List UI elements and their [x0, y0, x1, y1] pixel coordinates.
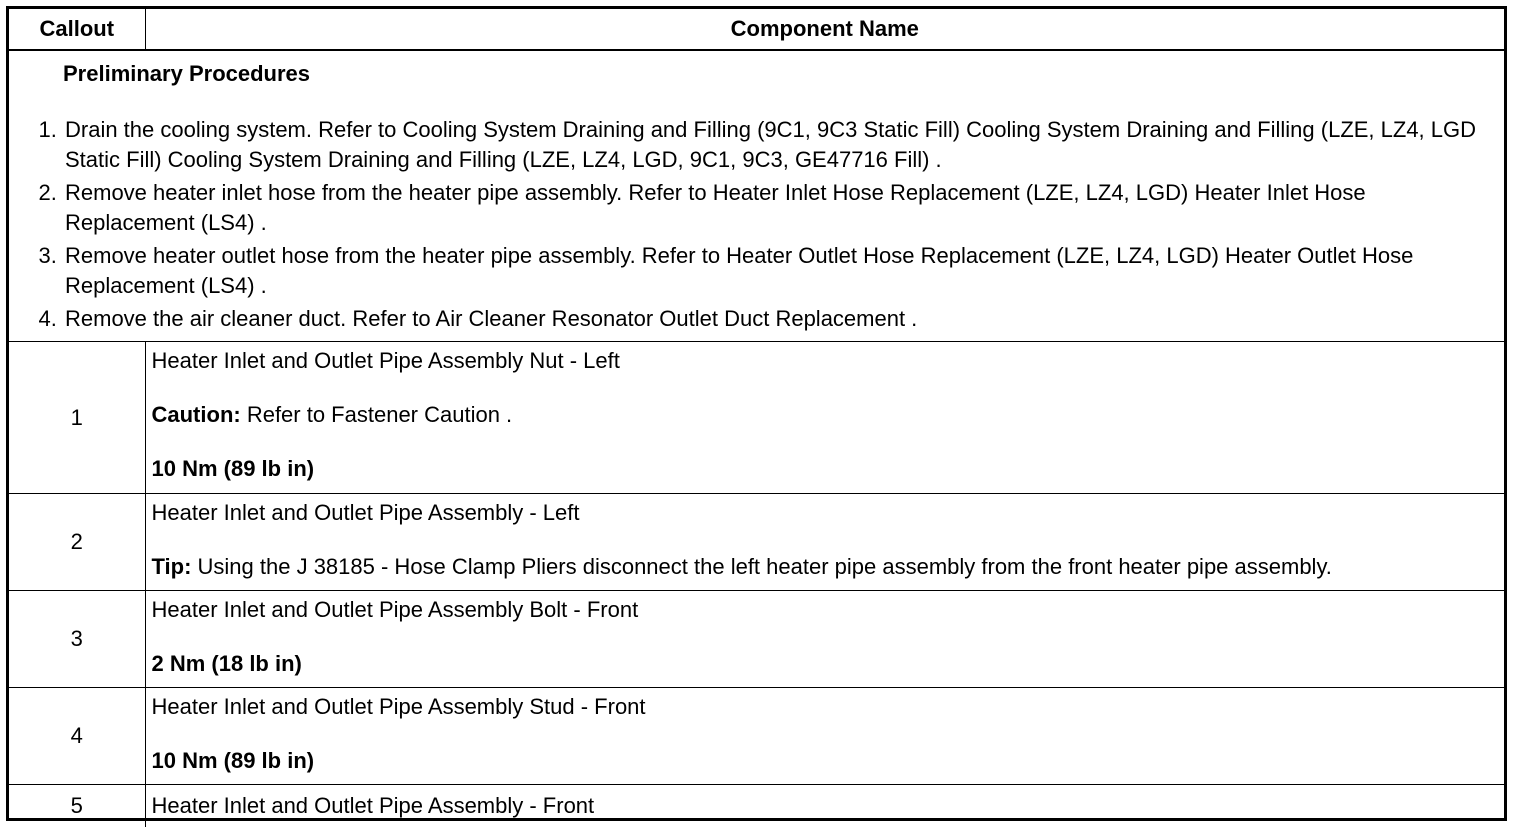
- preliminary-step: 4. Remove the air cleaner duct. Refer to Air Cleaner Resonator Outlet Duct Replacement .: [63, 304, 1496, 334]
- preliminary-procedures-title: Preliminary Procedures: [63, 61, 311, 86]
- component-name: Heater Inlet and Outlet Pipe Assembly Bolt - Front: [151, 597, 639, 622]
- table-header-row: [9, 9, 1504, 50]
- caution-note: [152, 400, 1499, 430]
- tip-text: Using the J 38185 - Hose Clamp Pliers disconnect the left heater pipe assembly from the front heater pipe assembly.: [191, 554, 1332, 579]
- table-row: [9, 688, 1504, 785]
- preliminary-step: 1. Drain the cooling system. Refer to Cooling System Draining and Filling (9C1, 9C3 Static Fill) Cooling System Draining and Filling (LZE, LZ4, LGD Static Fill) Cooling System Draining and Filling (LZE, LZ4, LGD, 9C1, 9C3, GE47716 Fill) .: [63, 115, 1496, 175]
- component-table: [9, 9, 1504, 827]
- callout-number: 4: [9, 688, 145, 785]
- component-name-column-header: Component Name: [145, 9, 1504, 50]
- callout-number: 2: [9, 494, 145, 591]
- tip-label: Tip:: [151, 554, 192, 579]
- caution-text: Refer to Fastener Caution .: [240, 402, 513, 427]
- component-cell: [145, 494, 1504, 591]
- component-name: Heater Inlet and Outlet Pipe Assembly - Front: [151, 792, 595, 818]
- preliminary-row: [9, 50, 1504, 342]
- table-row: [9, 342, 1504, 494]
- callout-column-header: Callout: [9, 9, 145, 50]
- callout-number: 1: [9, 342, 145, 494]
- table-row: [9, 494, 1504, 591]
- table-row: [9, 785, 1504, 827]
- component-name: Heater Inlet and Outlet Pipe Assembly - Left: [151, 500, 580, 525]
- preliminary-step: 2. Remove heater inlet hose from the heater pipe assembly. Refer to Heater Inlet Hose Replacement (LZE, LZ4, LGD) Heater Inlet Hose Replacement (LS4) .: [63, 178, 1496, 238]
- preliminary-steps-list: [9, 115, 1496, 334]
- torque-spec: 2 Nm (18 lb in): [151, 651, 302, 676]
- table-row: [9, 591, 1504, 688]
- component-table-frame: [6, 6, 1507, 821]
- callout-number: 5: [9, 785, 145, 827]
- preliminary-step: 3. Remove heater outlet hose from the heater pipe assembly. Refer to Heater Outlet Hose Replacement (LZE, LZ4, LGD) Heater Outlet Hose Replacement (LS4) .: [63, 241, 1496, 301]
- torque-spec: 10 Nm (89 lb in): [151, 456, 315, 481]
- tip-note: [152, 552, 1499, 582]
- component-cell: [145, 342, 1504, 494]
- component-name: Heater Inlet and Outlet Pipe Assembly Nut - Left: [151, 348, 620, 373]
- component-name: Heater Inlet and Outlet Pipe Assembly Stud - Front: [151, 694, 646, 719]
- preliminary-procedures-cell: [9, 50, 1504, 342]
- component-cell: [145, 785, 1504, 827]
- caution-label: Caution:: [151, 402, 241, 427]
- callout-number: 3: [9, 591, 145, 688]
- component-cell: [145, 688, 1504, 785]
- torque-spec: 10 Nm (89 lb in): [151, 748, 315, 773]
- component-cell: [145, 591, 1504, 688]
